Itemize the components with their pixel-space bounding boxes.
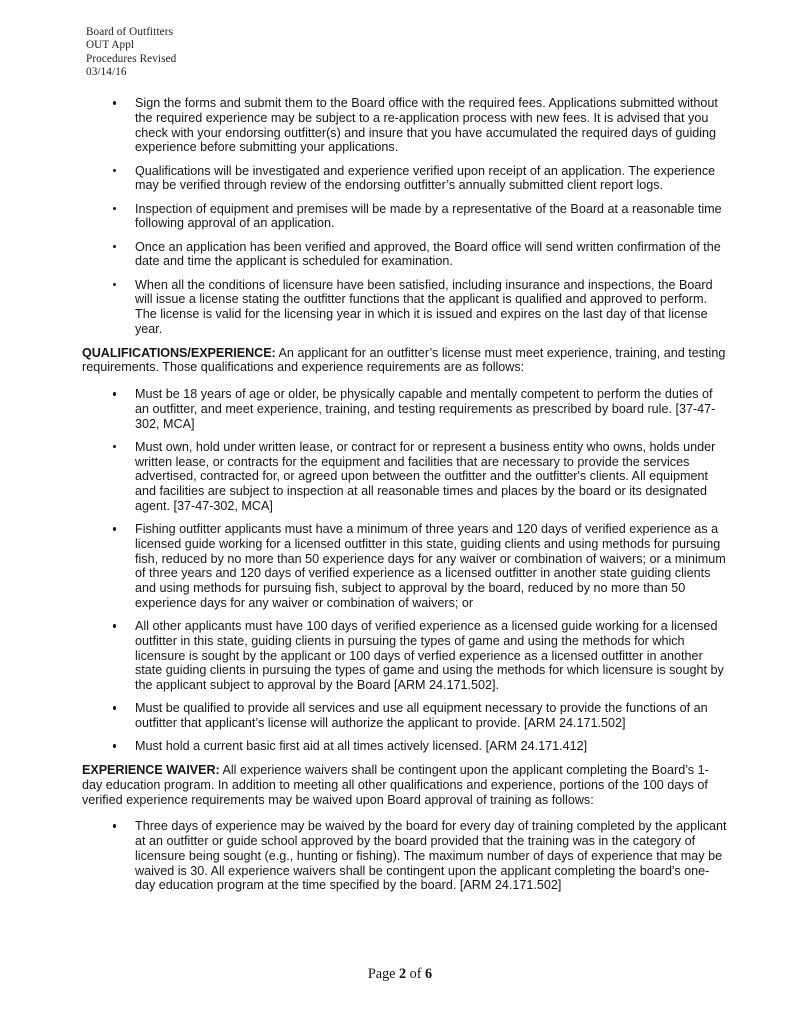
section-spacer — [82, 754, 727, 763]
bullet-icon — [113, 283, 116, 286]
experience-waiver-paragraph — [82, 763, 727, 807]
bullet-icon — [113, 445, 116, 448]
list-item — [82, 278, 727, 337]
bullet-icon — [113, 101, 116, 104]
qualifications-bullet-list — [82, 387, 727, 754]
list-item — [82, 701, 727, 731]
qualifications-heading: QUALIFICATIONS/EXPERIENCE: — [82, 345, 276, 360]
footer-total-pages: 6 — [425, 966, 433, 982]
list-item-text: Inspection of equipment and premises will be made by a representative of the Board at a reasonable time following approval of an application. — [135, 201, 722, 231]
page-footer — [0, 966, 800, 983]
header-line-board: Board of Outfitters — [86, 26, 174, 38]
header-line-procedures: Procedures Revised — [86, 52, 177, 65]
qualifications-paragraph — [82, 346, 727, 376]
list-item — [82, 522, 727, 611]
list-item-text: Sign the forms and submit them to the Board office with the required fees. Applications submitted without the required experience may be subject to a re-application process with new fees. It is advised that you check with your endorsing outfitter(s) and insure that you have accumulated the required days of guiding experience before submitting your applications. — [135, 96, 718, 155]
header-line-form: OUT Appl — [86, 39, 135, 52]
intro-bullet-list — [82, 96, 727, 337]
list-item — [82, 240, 727, 270]
footer-current-page: 2 — [399, 966, 407, 982]
list-item-text: Must hold a current basic first aid at all times actively licensed. [ARM 24.171.412] — [135, 739, 588, 754]
bullet-icon — [113, 527, 116, 530]
qualifications-body: An applicant for an outfitter’s license must meet experience, training, and testing requirements. Those qualifications and experience requirements are as follows: — [82, 345, 726, 375]
list-item — [82, 819, 727, 893]
bullet-icon — [113, 392, 116, 395]
list-item-text: Must be qualified to provide all services and use all equipment necessary to provide the functions of an outfitter that applicant’s license will authorize the applicant to provide. [ARM 24.171.502] — [135, 701, 708, 730]
experience-waiver-body: All experience waivers shall be contingent upon the applicant completing the Board’s 1-day education program. In addition to meeting all other qualifications and experience, portions of the 100 days of verified experience requirements may be waived upon Board approval of training as follows: — [82, 763, 709, 807]
bullet-icon — [113, 245, 116, 248]
list-item-text: All other applicants must have 100 days of verified experience as a licensed guide working for a licensed outfitter in this state, guiding clients in pursuing the types of game and using the methods for which licensure is sought by the applicant or 100 days of verfied experience as a licensed outfitter in another state guiding clients in pursuing the types of game and using the methods for which licensure is sought by the applicant subject to approval by the Board [ARM 24.171.502]. — [135, 619, 724, 692]
list-item-text: Three days of experience may be waived by the board for every day of training completed by the applicant at an outfitter or guide school approved by the board provided that the training was in the category of licensure being sought (e.g., hunting or fishing). The maximum number of days of experience that may be waived is 30. All experience waivers shall be contingent upon the applicant completing the board's one-day education program at the time specified by the board. [ARM 24.171.502] — [135, 819, 727, 893]
header-line-date: 03/14/16 — [86, 66, 127, 79]
bullet-icon — [113, 207, 116, 210]
list-item — [82, 619, 727, 693]
list-item-text: Must be 18 years of age or older, be physically capable and mentally competent to perform the duties of an outfitter, and meet experience, training, and testing requirements as prescribed by board rule. [37-47-302, MCA] — [135, 387, 716, 431]
bullet-icon — [113, 744, 116, 747]
bullet-icon — [113, 824, 116, 827]
document-header — [86, 26, 176, 80]
footer-prefix: Page — [367, 966, 400, 982]
list-item-text: Fishing outfitter applicants must have a minimum of three years and 120 days of verified experience as a licensed guide working for a licensed outfitter in this state, guiding clients and using methods for pursuing fish, reduced by no more than 50 experience days for any waiver or combination of waivers; or a minimum of three years and 120 days of verified experience as a licensed outfitter in another state guiding clients and using methods for pursuing fish, subject to approval by the board, reduced by no more than 50 experience days for any waiver or combination of waivers; or — [135, 522, 726, 610]
section-spacer — [82, 375, 727, 387]
list-item-text: Qualifications will be investigated and experience verified upon receipt of an application. The experience may be verified through review of the endorsing outfitter’s annually submitted client report logs. — [135, 163, 716, 193]
bullet-icon — [113, 706, 116, 709]
experience-waiver-bullet-list — [82, 819, 727, 893]
bullet-icon — [113, 624, 116, 627]
document-body — [82, 96, 727, 893]
list-item — [82, 739, 727, 754]
list-item — [82, 164, 727, 194]
list-item — [82, 202, 727, 232]
list-item-text: When all the conditions of licensure have been satisfied, including insurance and inspections, the Board will issue a license stating the outfitter functions that the applicant is qualified and approved to perform. The license is valid for the licensing year in which it is issued and expires on the last day of that license year. — [135, 277, 713, 336]
experience-waiver-heading: EXPERIENCE WAIVER: — [82, 763, 220, 777]
list-item-text: Once an application has been verified and approved, the Board office will send written confirmation of the date and time the applicant is scheduled for examination. — [135, 239, 721, 269]
section-spacer — [82, 337, 727, 346]
list-item-text: Must own, hold under written lease, or contract for or represent a business entity who owns, holds under written lease, or contracts for the equipment and facilities that are necessary to provide the services advertised, contracted for, or agreed upon between the outfitter and the outfitter's clients. All equipment and facilities are subject to inspection at all reasonable times and places by the board or its designated agent. [37-47-302, MCA] — [135, 439, 716, 513]
list-item — [82, 440, 727, 514]
list-item — [82, 387, 727, 431]
footer-middle: of — [406, 966, 426, 982]
section-spacer — [82, 807, 727, 819]
list-item — [82, 96, 727, 155]
bullet-icon — [113, 169, 116, 172]
